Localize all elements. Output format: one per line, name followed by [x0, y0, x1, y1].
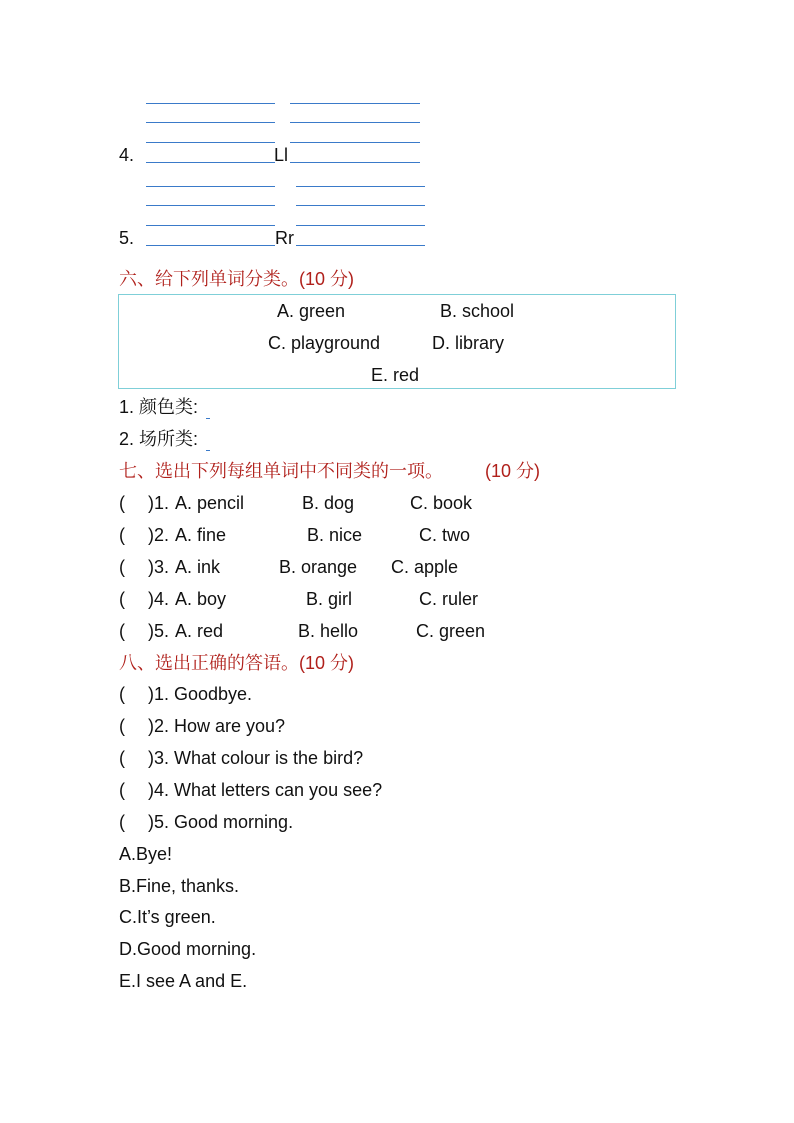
- question-4-number: 4.: [119, 145, 135, 165]
- paren[interactable]: (: [119, 557, 125, 577]
- category-place: 2. 场所类:: [119, 429, 199, 449]
- section-7-score: (10 分): [485, 461, 541, 481]
- writing-line: [296, 225, 425, 226]
- option-c: C. two: [419, 525, 471, 545]
- answer-option: E.I see A and E.: [119, 971, 248, 991]
- answer-blank[interactable]: [206, 450, 210, 451]
- writing-line: [146, 122, 275, 123]
- word-bank-item: D. library: [432, 333, 505, 353]
- writing-line: [296, 245, 425, 246]
- word-bank-item: B. school: [440, 301, 515, 321]
- writing-line: [146, 205, 275, 206]
- section-6-title: 六、给下列单词分类。: [119, 269, 299, 289]
- option-b: B. dog: [302, 493, 355, 513]
- option-c: C. ruler: [419, 589, 479, 609]
- paren[interactable]: (: [119, 748, 125, 768]
- option-a: A. fine: [175, 525, 227, 545]
- option-b: B. girl: [306, 589, 353, 609]
- paren[interactable]: (: [119, 780, 125, 800]
- question-text: )1. Goodbye.: [148, 684, 253, 704]
- paren[interactable]: (: [119, 812, 125, 832]
- question-text: )3. What colour is the bird?: [148, 748, 364, 768]
- option-c: C. green: [416, 621, 486, 641]
- paren[interactable]: (: [119, 716, 125, 736]
- answer-blank[interactable]: [206, 418, 210, 419]
- option-c: C. apple: [391, 557, 459, 577]
- writing-line: [290, 122, 420, 123]
- question-text: )5. Good morning.: [148, 812, 294, 832]
- word-bank-item: A. green: [277, 301, 346, 321]
- writing-line: [296, 205, 425, 206]
- writing-line: [296, 186, 425, 187]
- writing-line: [290, 103, 420, 104]
- question-5-number: 5.: [119, 228, 135, 248]
- item-number: )4.: [148, 589, 170, 609]
- answer-option: D.Good morning.: [119, 939, 257, 959]
- writing-line: [290, 162, 420, 163]
- writing-line: [146, 186, 275, 187]
- answer-option: A.Bye!: [119, 844, 173, 864]
- question-4-letters: Ll: [274, 145, 289, 165]
- section-8-score: (10 分): [299, 653, 355, 673]
- item-number: )1.: [148, 493, 170, 513]
- item-number: )3.: [148, 557, 170, 577]
- paren[interactable]: (: [119, 621, 125, 641]
- word-bank-item: E. red: [371, 365, 420, 385]
- option-a: A. ink: [175, 557, 221, 577]
- answer-option: C.It’s green.: [119, 907, 216, 927]
- writing-line: [146, 162, 275, 163]
- option-b: B. orange: [279, 557, 358, 577]
- question-text: )4. What letters can you see?: [148, 780, 383, 800]
- option-c: C. book: [410, 493, 473, 513]
- writing-line: [146, 142, 275, 143]
- item-number: )2.: [148, 525, 170, 545]
- question-5-letters: Rr: [275, 228, 294, 248]
- writing-line: [290, 142, 420, 143]
- paren[interactable]: (: [119, 684, 125, 704]
- paren[interactable]: (: [119, 493, 125, 513]
- answer-option: B.Fine, thanks.: [119, 876, 240, 896]
- question-text: )2. How are you?: [148, 716, 286, 736]
- option-a: A. boy: [175, 589, 227, 609]
- section-6-score: (10 分): [299, 269, 355, 289]
- word-bank-item: C. playground: [268, 333, 381, 353]
- item-number: )5.: [148, 621, 170, 641]
- section-7-heading: [119, 460, 443, 482]
- writing-line: [146, 103, 275, 104]
- category-colour: 1. 颜色类:: [119, 397, 199, 417]
- section-6-heading: [119, 268, 354, 290]
- section-8-heading: [119, 652, 354, 674]
- paren[interactable]: (: [119, 589, 125, 609]
- option-b: B. hello: [298, 621, 359, 641]
- paren[interactable]: (: [119, 525, 125, 545]
- option-a: A. pencil: [175, 493, 245, 513]
- section-7-title: 七、选出下列每组单词中不同类的一项。: [119, 461, 443, 481]
- writing-line: [146, 225, 275, 226]
- option-a: A. red: [175, 621, 224, 641]
- option-b: B. nice: [307, 525, 363, 545]
- writing-line: [146, 245, 275, 246]
- section-8-title: 八、选出正确的答语。: [119, 653, 299, 673]
